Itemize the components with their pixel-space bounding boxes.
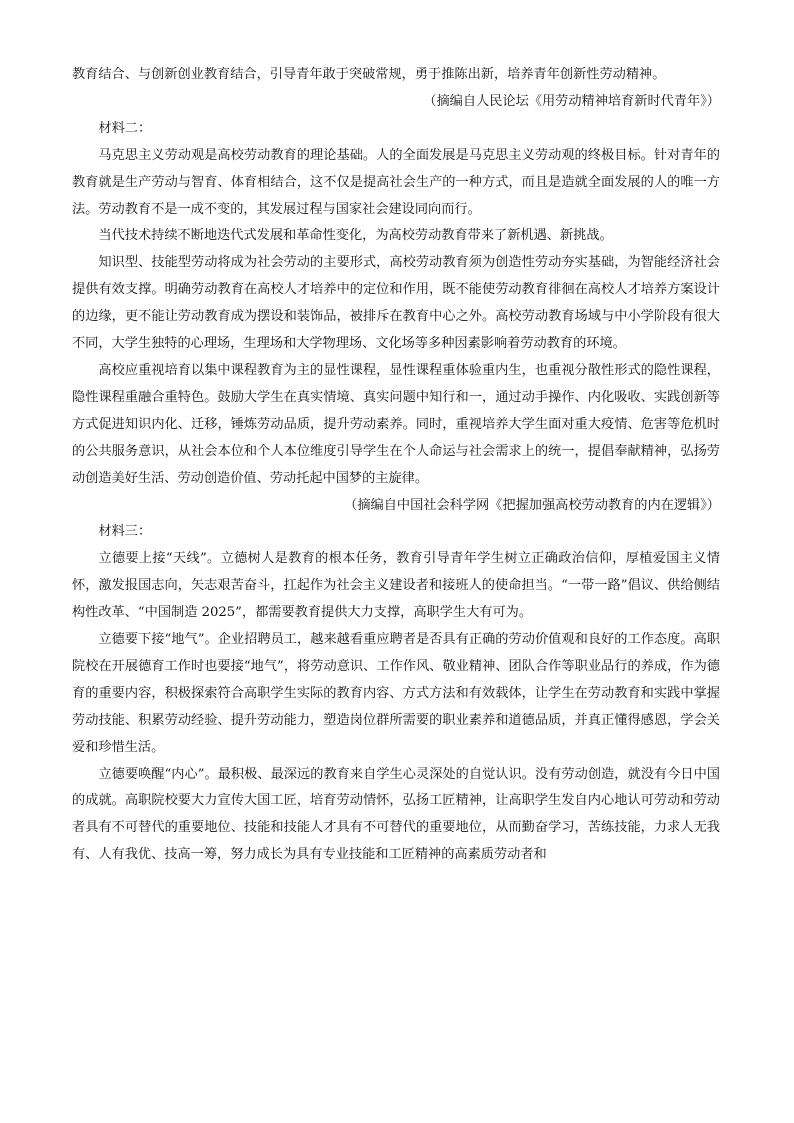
paragraph: 立德要下接“地气”。企业招聘员工，越来越看重应聘者是否具有正确的劳动价值观和良好的工作态度。高职院校在开展德育工作时也要接“地气”，将劳动意识、工作作风、敬业精神、团队合作等职业品行的养成，作为德育的重要内容，积极探索符合高职学生实际的教育内容、方式方法和有效载体，让学生在劳动教育和实践中掌握劳动技能、积累劳动经验、提升劳动能力，塑造岗位群所需要的职业素养和道德品质，并真正懂得感恩，学会关爱和珍惜生活。 <box>72 632 720 755</box>
paragraph: 知识型、技能型劳动将成为社会劳动的主要形式，高校劳动教育须为创造性劳动夯实基础，为智能经济社会提供有效支撑。明确劳动教育在高校人才培养中的定位和作用，既不能使劳动教育徘徊在高校人才培养方案设计的边缘，更不能让劳动教育成为摆设和装饰品，被排斥在教育中心之外。高校劳动教育场域与中小学阶段有很大不同，大学生独特的心理场，生理场和大学物理场、文化场等多种因素影响着劳动教育的环境。 <box>72 255 720 352</box>
section-heading-material-3: 材料三： <box>98 524 152 540</box>
paragraph: 马克思主义劳动观是高校劳动教育的理论基础。人的全面发展是马克思主义劳动观的终极目标。针对青年的教育就是生产劳动与智育、体育相结合，这不仅是提高社会生产的一种方式，而且是造就全面发展的人的唯一方法。劳动教育不是一成不变的，其发展过程与国家社会建设同向而行。 <box>72 147 720 217</box>
paragraph: 立德要上接“天线”。立德树人是教育的根本任务，教育引导青年学生树立正确政治信仰，厚植爱国主义情怀，激发报国志向，矢志艰苦奋斗，扛起作为社会主义建设者和接班人的使命担当。“一带一路”倡议、供给侧结构性改革、“中国制造 2025”，都需要教育提供大力支撑，高职学生大有可为。 <box>72 551 720 621</box>
document-page <box>72 62 720 869</box>
section-heading-material-2: 材料二： <box>98 120 152 136</box>
paragraph-continued: 教育结合、与创新创业教育结合，引导青年敢于突破常规，勇于推陈出新，培养青年创新性劳动精神。 <box>72 67 666 82</box>
paragraph: 高校应重视培育以集中课程教育为主的显性课程，显性课程重体验重内生，也重视分散性形式的隐性课程，隐性课程重融合重特色。鼓励大学生在真实情境、真实问题中知行和一，通过动手操作、内化吸收、实践创新等方式促进知识内化、迁移，锤炼劳动品质，提升劳动素养。同时，重视培养大学生面对重大疫情、危害等危机时的公共服务意识，从社会本位和个人本位维度引导学生在个人命运与社会需求上的统一，提倡奉献精神，弘扬劳动创造美好生活、劳动创造价值、劳动托起中国梦的主旋律。 <box>72 362 720 486</box>
source-citation-1: （摘编自人民论坛《用劳动精神培育新时代青年》） <box>423 93 720 109</box>
paragraph: 当代技术持续不断地迭代式发展和革命性变化，为高校劳动教育带来了新机遇、新挑战。 <box>98 228 613 244</box>
paragraph: 立德要唤醒“内心”。最积极、最深远的教育来自学生心灵深处的自觉认识。没有劳动创造，就没有今日中国的成就。高职院校要大力宣传大国工匠，培育劳动情怀，弘扬工匠精神，让高职学生发自内心地认可劳动和劳动者具有不可替代的重要地位、技能和技能人才具有不可替代的重要地位，从而勤奋学习，苦练技能，力求人无我有、人有我优、技高一筹，努力成长为具有专业技能和工匠精神的高素质劳动者和 <box>72 766 720 863</box>
source-citation-2: （摘编自中国社会科学网《把握加强高校劳动教育的内在逻辑》） <box>344 497 720 513</box>
